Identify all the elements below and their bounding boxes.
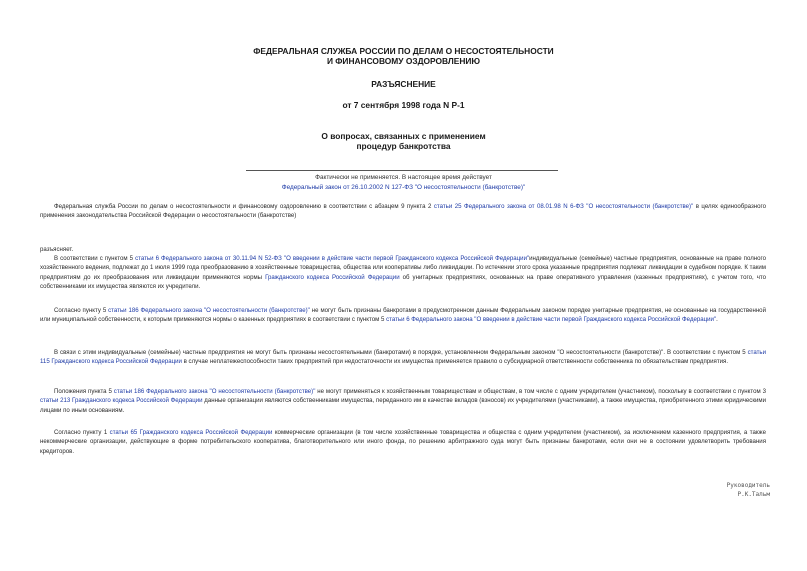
law-link[interactable]: статьи 186 Федерального закона "О несостоятельности (банкротстве)" [113, 388, 316, 395]
text: данные организации являются собственниками имущества, переданного им в качестве вкладов (взносов) их учредителями (участниками), а также имущества, приобретенного этими юридическими лицами по иным основаниям. [40, 397, 766, 414]
text: не могут быть признаны банкротами в предусмотренном данным Федеральным законом порядке унитарные предприятия, не основанные на государственной или муниципальной собственности, к которым применяются нормы о казенных предприятиях в соответствии с пунктом 5 [40, 307, 766, 324]
status-note: Фактически не применяется. В настоящее время действует [315, 174, 492, 181]
org-name-line2: И ФИНАНСОВОМУ ОЗДОРОВЛЕНИЮ [326, 56, 481, 66]
law-link[interactable]: Гражданского кодекса Российской Федерации [265, 273, 400, 281]
paragraph-1 [40, 202, 766, 221]
text: Согласно пункту 5 [54, 307, 109, 314]
law-link[interactable]: статьи 65 Гражданского кодекса Российской Федерации [109, 429, 273, 436]
status-link[interactable]: Федеральный закон от 26.10.2002 N 127-ФЗ "О несостоятельности (банкротстве)" [281, 184, 526, 191]
text: разъясняет. [40, 246, 74, 253]
paragraph-3 [40, 254, 766, 292]
divider-rule [246, 170, 558, 171]
law-link[interactable]: статьи 6 Федерального закона "О введении в действие части первой Гражданского кодекса Российской Федерации" [386, 316, 717, 324]
document-date-number: от 7 сентября 1998 года N Р-1 [342, 100, 465, 110]
text: Положения пункта 5 [54, 388, 114, 395]
paragraph-5 [40, 348, 766, 367]
text: Федеральная служба России по делам о несостоятельности и финансовому оздоровлению в соответствии с абзацем 9 пункта 2 [54, 203, 434, 210]
text: в случае неплатежеспособности таких предприятий при недостаточности их имущества применяется правило о субсидиарной ответственности собственника по обязательствам предприятия. [181, 358, 729, 366]
org-name-line1: ФЕДЕРАЛЬНАЯ СЛУЖБА РОССИИ ПО ДЕЛАМ О НЕСОСТОЯТЕЛЬНОСТИ [253, 46, 554, 56]
law-link[interactable]: статьи 213 Гражданского кодекса Российской Федерации [40, 397, 203, 405]
text: в целях единообразного применения законодательства Российской Федерации о несостоятельности (банкротстве) [40, 203, 766, 220]
signature-title: Руководитель [726, 482, 770, 489]
text: не могут применяться к хозяйственным товариществам и обществам, в том числе с одним учредителем (участником), поскольку в соответствии с пунктом 3 [315, 388, 766, 395]
paragraph-7 [40, 428, 766, 456]
text: В связи с этим индивидуальные (семейные) частные предприятия не могут быть признаны несостоятельными (банкротами) в порядке, установленном Федеральным законом "О несостоятельности (банкротстве)". В соответствии с пунктом 5 [54, 349, 748, 356]
law-link[interactable]: статьи 186 Федерального закона "О несостоятельности (банкротстве)" [108, 307, 310, 314]
law-link[interactable]: статьи 115 Гражданского кодекса Российской Федерации [40, 349, 766, 366]
paragraph-2 [40, 245, 766, 254]
text: об унитарных предприятиях, основанных на праве оперативного управления (казенных предприятиях), с учетом того, что собственниками их имущества являются их учредители. [40, 273, 766, 291]
text: коммерческие организации (в том числе хозяйственные товарищества и общества с одним учредителем (участником), за исключением казенного предприятия, а также некоммерческие организации, действующие в форме потребительского кооператива, благотворительного или иного фонда, по решению арбитражного суда могут быть признаны банкротами, если они не в состоянии удовлетворить требования кредиторов. [40, 429, 766, 455]
text: Согласно пункту 1 [54, 429, 110, 436]
law-link[interactable]: статьи 6 Федерального закона от 30.11.94 N 52-ФЗ "О введении в действие части первой Гражданского кодекса Российской Федерации" [135, 255, 530, 262]
signature-name: Р.К.Тальм [737, 491, 770, 498]
document-type: РАЗЪЯСНЕНИЕ [371, 79, 436, 89]
text: индивидуальные (семейные) частные предприятия, основанные на праве полного хозяйственного ведения, подлежат до 1 июля 1999 года преобразованию в хозяйственные товарищества, общества или кооперативы либо ликвидации. По истечении этого срока указанные предприятия подлежат ликвидации в судебном порядке. К таким предприятиям до их преобразования или ликвидации применяются нормы [40, 255, 766, 281]
paragraph-6 [40, 387, 766, 415]
text: . [716, 316, 718, 324]
paragraph-4 [40, 306, 766, 325]
document-subject-line2: процедур банкротства [356, 141, 451, 151]
text: В соответствии с пунктом 5 [54, 255, 136, 262]
law-link[interactable]: статьи 25 Федерального закона от 08.01.98 N 6-ФЗ "О несостоятельности (банкротстве)" [433, 203, 694, 210]
document-subject-line1: О вопросах, связанных с применением [321, 131, 486, 141]
